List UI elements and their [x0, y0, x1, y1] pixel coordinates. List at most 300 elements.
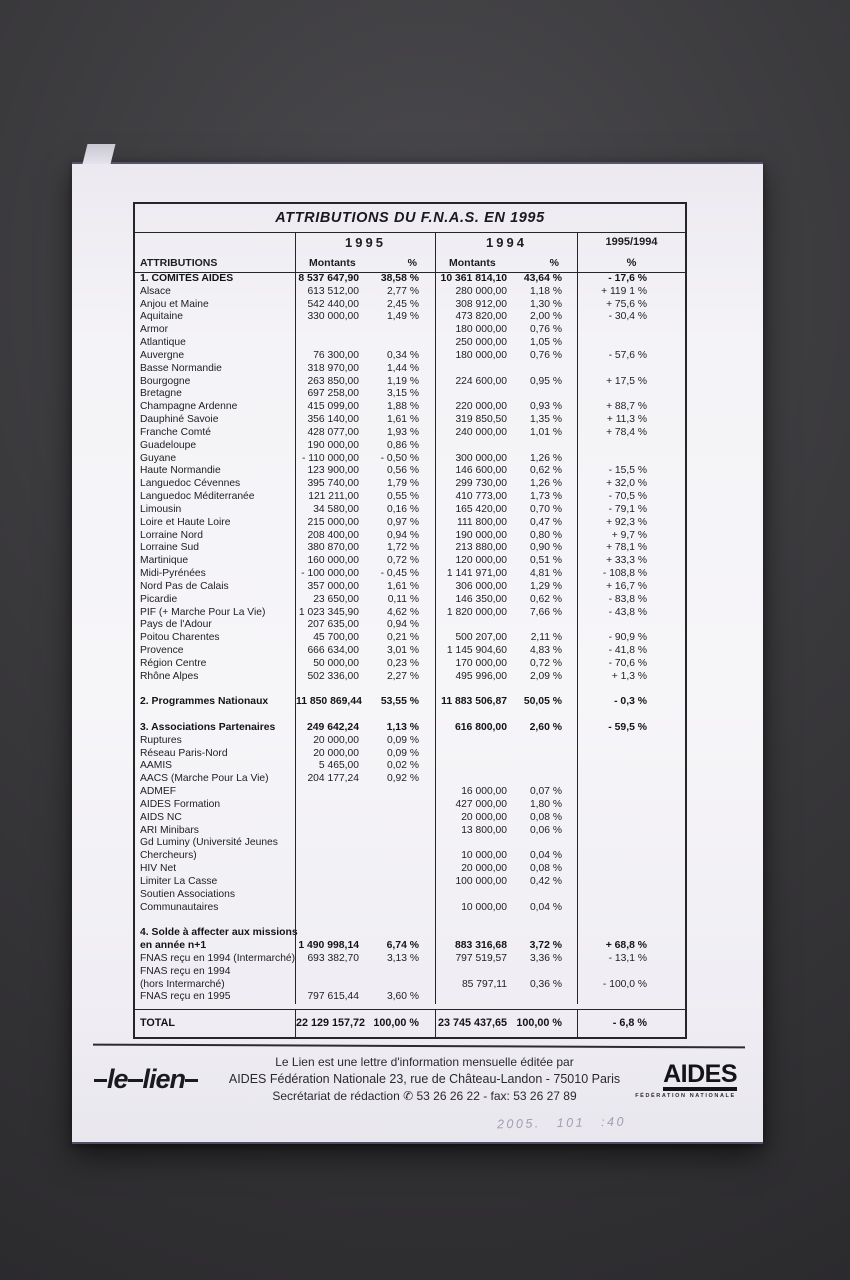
cell-m95: 357 000,00 — [295, 581, 373, 594]
cell-m95: 34 580,00 — [295, 504, 373, 517]
cell-label: Poitou Charentes — [140, 632, 220, 644]
cell-ratio: - 90,9 % — [577, 632, 685, 645]
cell-ratio: + 92,3 % — [577, 517, 685, 530]
cell-label: Languedoc Méditerranée — [140, 491, 255, 503]
cell-m94: 180 000,00 — [435, 324, 515, 337]
cell-m94 — [435, 837, 515, 850]
table-row — [135, 863, 685, 876]
cell-p95: 0,55 % — [386, 491, 419, 503]
cell-p94: 1,35 % — [529, 414, 562, 426]
cell-m94 — [435, 889, 515, 902]
cell-p95: 4,62 % — [386, 606, 419, 618]
column-group-ratio — [577, 233, 685, 272]
cell-p94: 0,90 % — [529, 542, 562, 554]
cell-m95: 204 177,24 — [295, 773, 373, 786]
cell-p94: 43,64 % — [523, 273, 562, 284]
cell-p94: 2,00 % — [529, 311, 562, 323]
cell-label: Languedoc Cévennes — [140, 478, 241, 490]
cell-p95: 1,93 % — [386, 426, 419, 438]
table-row — [135, 542, 685, 555]
table-spacer-row — [135, 684, 685, 697]
total-montant-1995: 22 129 157,72 — [295, 1010, 373, 1037]
cell-ratio: - 43,8 % — [577, 607, 685, 620]
cell-p95: 0,02 % — [386, 760, 419, 772]
cell-p95: 0,11 % — [387, 593, 419, 605]
cell-m95: 45 700,00 — [295, 632, 373, 645]
cell-label: Haute Normandie — [140, 465, 221, 477]
aides-logo-wordmark: AIDES — [663, 1062, 737, 1091]
cell-p95: 38,58 % — [380, 273, 419, 284]
cell-ratio — [577, 773, 685, 786]
cell-m94 — [435, 927, 515, 940]
cell-p95 — [373, 979, 435, 992]
cell-ratio: + 75,6 % — [577, 299, 685, 312]
cell-p94: 0,93 % — [529, 401, 562, 413]
cell-p95: 1,88 % — [386, 401, 419, 413]
cell-ratio — [577, 863, 685, 876]
cell-ratio — [577, 889, 685, 902]
cell-m94 — [435, 914, 515, 927]
cell-m95 — [295, 825, 373, 838]
cell-m95: 20 000,00 — [295, 735, 373, 748]
cell-m94: 427 000,00 — [435, 799, 515, 812]
cell-label: Rhône Alpes — [140, 670, 199, 682]
cell-ratio: - 0,3 % — [577, 696, 685, 709]
table-row — [135, 517, 685, 530]
cell-ratio: - 41,8 % — [577, 645, 685, 658]
cell-p94: 7,66 % — [529, 606, 562, 618]
cell-p94: 1,80 % — [529, 798, 562, 810]
cell-m94: 883 316,68 — [435, 940, 515, 953]
cell-p94 — [515, 927, 577, 940]
cell-m94: 1 145 904,60 — [435, 645, 515, 658]
table-row — [135, 530, 685, 543]
cell-label: Alsace — [140, 285, 171, 297]
cell-m94: 299 730,00 — [435, 478, 515, 491]
cell-label: Ruptures — [140, 734, 182, 746]
cell-p95: 3,13 % — [386, 952, 419, 964]
cell-p95: 1,61 % — [386, 414, 419, 426]
cell-label: PIF (+ Marche Pour La Vie) — [140, 606, 266, 618]
cell-label: Guadeloupe — [140, 439, 197, 451]
cell-p94: 3,36 % — [529, 952, 562, 964]
cell-ratio — [577, 735, 685, 748]
cell-m95: 215 000,00 — [295, 517, 373, 530]
cell-m95: 666 634,00 — [295, 645, 373, 658]
cell-p95: 3,01 % — [386, 645, 419, 657]
cell-m95: 8 537 647,90 — [295, 273, 373, 286]
cell-p94 — [515, 388, 577, 401]
cell-m95 — [295, 837, 373, 850]
cell-p94: 0,36 % — [529, 978, 562, 990]
cell-label: Aquitaine — [140, 311, 183, 323]
cell-ratio: + 78,1 % — [577, 542, 685, 555]
cell-p95: 3,15 % — [386, 388, 419, 400]
cell-ratio: - 108,8 % — [577, 568, 685, 581]
cell-ratio: - 83,8 % — [577, 594, 685, 607]
cell-p95: 0,86 % — [386, 439, 419, 451]
aides-logo — [625, 1052, 763, 1099]
cell-m95 — [295, 914, 373, 927]
cell-m95: 502 336,00 — [295, 671, 373, 684]
cell-m95 — [295, 799, 373, 812]
cell-p95 — [373, 966, 435, 979]
cell-p94: 0,07 % — [529, 786, 562, 798]
column-group-1995 — [295, 233, 435, 272]
table-row — [135, 953, 685, 966]
cell-p95: 1,79 % — [386, 478, 419, 490]
cell-m95: 318 970,00 — [295, 363, 373, 376]
cell-m94: 180 000,00 — [435, 350, 515, 363]
cell-m94 — [435, 388, 515, 401]
cell-label: 3. Associations Partenaires — [140, 721, 276, 733]
cell-ratio — [577, 991, 685, 1004]
cell-p95 — [373, 337, 435, 350]
table-row — [135, 799, 685, 812]
cell-label: Martinique — [140, 555, 189, 567]
cell-ratio: + 9,7 % — [577, 530, 685, 543]
cell-label: Loire et Haute Loire — [140, 516, 231, 528]
ratio-percent-header: % — [626, 257, 637, 269]
cell-label: Basse Normandie — [140, 362, 222, 374]
footer-divider-line — [93, 1044, 745, 1049]
imprint-text — [224, 1052, 625, 1105]
cell-p95: 0,23 % — [386, 657, 419, 669]
cell-p94 — [515, 735, 577, 748]
cell-p94: 0,62 % — [529, 465, 562, 477]
cell-p95 — [373, 850, 435, 863]
cell-p94: 0,51 % — [529, 555, 562, 567]
le-lien-logo — [72, 1052, 224, 1095]
cell-label: Gd Luminy (Université Jeunes — [140, 837, 278, 849]
cell-p95 — [373, 684, 435, 697]
cell-m95 — [295, 889, 373, 902]
table-row — [135, 825, 685, 838]
cell-label: Anjou et Maine — [140, 298, 209, 310]
cell-p94 — [515, 440, 577, 453]
cell-label: Limiter La Casse — [140, 875, 218, 887]
logo-dash-icon — [185, 1079, 198, 1083]
cell-p94: 4,81 % — [529, 568, 562, 580]
cell-ratio — [577, 748, 685, 761]
cell-label: FNAS reçu en 1994 (Intermarché) — [140, 952, 296, 964]
cell-p95 — [373, 889, 435, 902]
table-row — [135, 927, 685, 940]
table-row — [135, 773, 685, 786]
cell-p95: 2,27 % — [386, 670, 419, 682]
imprint-line-2: AIDES Fédération Nationale 23, rue de Château-Landon - 75010 Paris — [228, 1072, 621, 1086]
cell-p95 — [373, 709, 435, 722]
table-row — [135, 453, 685, 466]
table-row — [135, 889, 685, 902]
cell-p95: 0,09 % — [386, 734, 419, 746]
table-row — [135, 324, 685, 337]
cell-m94: 797 519,57 — [435, 953, 515, 966]
cell-m95: 23 650,00 — [295, 594, 373, 607]
table-row — [135, 607, 685, 620]
cell-p94: 2,11 % — [530, 632, 562, 644]
cell-ratio — [577, 825, 685, 838]
cell-label: Picardie — [140, 593, 178, 605]
cell-label: 1. COMITÉS AIDES — [140, 273, 234, 284]
cell-m94: 190 000,00 — [435, 530, 515, 543]
cell-m95: 395 740,00 — [295, 478, 373, 491]
cell-label: AACS (Marche Pour La Vie) — [140, 773, 269, 785]
cell-m94: 250 000,00 — [435, 337, 515, 350]
cell-m95 — [295, 812, 373, 825]
cell-m94: 16 000,00 — [435, 786, 515, 799]
cell-m94: 165 420,00 — [435, 504, 515, 517]
cell-m94: 319 850,50 — [435, 414, 515, 427]
cell-m95: 1 490 998,14 — [295, 940, 373, 953]
cell-m94: 146 600,00 — [435, 465, 515, 478]
cell-m94: 224 600,00 — [435, 376, 515, 389]
fnas-attributions-table — [133, 202, 687, 1039]
cell-p94: 1,05 % — [529, 337, 562, 349]
cell-ratio: + 16,7 % — [577, 581, 685, 594]
table-row — [135, 311, 685, 324]
cell-p94: 0,08 % — [529, 863, 562, 875]
aides-logo-subtitle: FÉDÉRATION NATIONALE — [635, 1093, 736, 1099]
cell-label — [135, 709, 295, 722]
table-row — [135, 760, 685, 773]
cell-m94: 111 800,00 — [435, 517, 515, 530]
cell-p95: 53,55 % — [380, 696, 419, 708]
table-row — [135, 645, 685, 658]
table-row — [135, 478, 685, 491]
cell-m95 — [295, 337, 373, 350]
cell-label: Franche Comté — [140, 426, 211, 438]
montants-1994-header: Montants — [449, 257, 496, 269]
cell-ratio: + 119 1 % — [577, 286, 685, 299]
cell-m95 — [295, 902, 373, 915]
cell-m94 — [435, 363, 515, 376]
cell-m94: 20 000,00 — [435, 863, 515, 876]
cell-p94: 2,60 % — [529, 721, 562, 733]
cell-m95 — [295, 709, 373, 722]
cell-ratio — [577, 440, 685, 453]
cell-p95 — [373, 812, 435, 825]
table-row — [135, 363, 685, 376]
cell-m94 — [435, 619, 515, 632]
table-row — [135, 376, 685, 389]
table-spacer-row — [135, 709, 685, 722]
cell-m94 — [435, 748, 515, 761]
cell-p95 — [373, 927, 435, 940]
cell-m94: 410 773,00 — [435, 491, 515, 504]
table-row — [135, 286, 685, 299]
cell-m95 — [295, 324, 373, 337]
cell-ratio — [577, 902, 685, 915]
total-percent-1995: 100,00 % — [373, 1017, 419, 1030]
cell-m94: 20 000,00 — [435, 812, 515, 825]
cell-p94: 3,72 % — [529, 940, 562, 952]
cell-m95: 415 099,00 — [295, 401, 373, 414]
cell-p94: 0,80 % — [529, 529, 562, 541]
cell-p94: 1,01 % — [529, 426, 562, 438]
cell-label: Limousin — [140, 503, 182, 515]
percent-1994-header: % — [549, 257, 559, 269]
cell-label: AIDS NC — [140, 811, 182, 823]
cell-p95: 0,72 % — [386, 555, 419, 567]
table-row — [135, 337, 685, 350]
year-1994-header: 1994 — [486, 235, 527, 250]
cell-p94: 4,83 % — [529, 645, 562, 657]
table-header — [135, 233, 685, 273]
cell-m94 — [435, 684, 515, 697]
cell-ratio — [577, 337, 685, 350]
cell-ratio: + 33,3 % — [577, 555, 685, 568]
cell-p94: 0,72 % — [529, 657, 562, 669]
cell-p94: 0,62 % — [529, 593, 562, 605]
cell-p95: 0,21 % — [386, 632, 419, 644]
cell-m95 — [295, 927, 373, 940]
cell-m95: 263 850,00 — [295, 376, 373, 389]
cell-p94: 0,76 % — [529, 324, 562, 336]
cell-p94: 1,26 % — [529, 478, 562, 490]
table-row — [135, 273, 685, 286]
cell-ratio: - 59,5 % — [577, 722, 685, 735]
cell-m94 — [435, 735, 515, 748]
cell-p94: 1,18 % — [529, 285, 562, 297]
cell-label: 4. Solde à affecter aux missions — [140, 927, 298, 939]
cell-p94: 0,08 % — [529, 811, 562, 823]
cell-p94: 0,95 % — [529, 375, 562, 387]
cell-p95: 0,16 % — [386, 503, 419, 515]
cell-m95: - 110 000,00 — [295, 453, 373, 466]
year-1995-header: 1995 — [345, 235, 386, 250]
cell-m94 — [435, 760, 515, 773]
handwritten-annotation: 2005. 101 :40 — [496, 1114, 627, 1132]
cell-p95: 0,09 % — [386, 747, 419, 759]
cell-m95: - 100 000,00 — [295, 568, 373, 581]
cell-p95 — [373, 863, 435, 876]
cell-label: Pays de l'Adour — [140, 619, 212, 631]
cell-p95: 0,92 % — [386, 773, 419, 785]
cell-m95: 330 000,00 — [295, 311, 373, 324]
cell-p94 — [515, 709, 577, 722]
cell-p95: - 0,45 % — [380, 568, 419, 580]
table-row — [135, 388, 685, 401]
table-body — [135, 273, 685, 1009]
cell-ratio — [577, 453, 685, 466]
cell-ratio — [577, 786, 685, 799]
paper-fold — [83, 144, 116, 164]
imprint-line-1: Le Lien est une lettre d'information mensuelle éditée par — [275, 1055, 574, 1069]
cell-m94: 308 912,00 — [435, 299, 515, 312]
cell-ratio — [577, 914, 685, 927]
cell-m94: 10 361 814,10 — [435, 273, 515, 286]
table-row — [135, 671, 685, 684]
cell-p95: 0,34 % — [386, 349, 419, 361]
cell-p95 — [373, 786, 435, 799]
cell-p94: 0,04 % — [529, 850, 562, 862]
table-row — [135, 812, 685, 825]
cell-m94: 280 000,00 — [435, 286, 515, 299]
cell-m95: 11 850 869,44 — [295, 696, 373, 709]
table-row — [135, 632, 685, 645]
cell-p95 — [373, 876, 435, 889]
table-row — [135, 491, 685, 504]
cell-p94 — [515, 760, 577, 773]
cell-ratio: + 78,4 % — [577, 427, 685, 440]
cell-m94: 213 880,00 — [435, 542, 515, 555]
cell-m94 — [435, 709, 515, 722]
cell-label: en année n+1 — [140, 940, 207, 952]
table-row — [135, 414, 685, 427]
total-label: TOTAL — [140, 1017, 175, 1030]
cell-label: Chercheurs) — [140, 850, 197, 862]
total-ratio: - 6,8 % — [577, 1010, 685, 1037]
cell-label: Atlantique — [140, 337, 186, 349]
cell-label: ARI Minibars — [140, 824, 199, 836]
cell-m95 — [295, 979, 373, 992]
cell-ratio: + 17,5 % — [577, 376, 685, 389]
column-group-1994 — [435, 233, 577, 272]
cell-ratio — [577, 966, 685, 979]
cell-p95: 0,56 % — [386, 465, 419, 477]
cell-m94: 1 820 000,00 — [435, 607, 515, 620]
cell-p95: 0,94 % — [386, 529, 419, 541]
cell-m95 — [295, 863, 373, 876]
table-row — [135, 401, 685, 414]
percent-1995-header: % — [407, 257, 417, 269]
table-row — [135, 696, 685, 709]
cell-p94: 0,47 % — [529, 516, 562, 528]
cell-label: ADMEF — [140, 786, 177, 798]
cell-p95: 2,45 % — [386, 298, 419, 310]
cell-p94 — [515, 748, 577, 761]
cell-p94 — [515, 684, 577, 697]
cell-m94: 306 000,00 — [435, 581, 515, 594]
cell-label: Communautaires — [140, 901, 219, 913]
cell-m94: 10 000,00 — [435, 902, 515, 915]
cell-m94: 495 996,00 — [435, 671, 515, 684]
le-lien-logo-text-le: le — [107, 1064, 128, 1094]
cell-p94: 2,09 % — [529, 670, 562, 682]
cell-ratio: + 11,3 % — [577, 414, 685, 427]
table-spacer-row — [135, 914, 685, 927]
cell-m95 — [295, 786, 373, 799]
cell-m94: 300 000,00 — [435, 453, 515, 466]
cell-label — [135, 684, 295, 697]
table-row — [135, 876, 685, 889]
cell-label: AIDES Formation — [140, 798, 221, 810]
table-row — [135, 568, 685, 581]
table-row — [135, 619, 685, 632]
imprint-line-3: Secrétariat de rédaction ✆ 53 26 26 22 - fax: 53 26 27 89 — [272, 1089, 577, 1103]
cell-label: Bretagne — [140, 388, 182, 400]
cell-p94: 0,70 % — [529, 503, 562, 515]
cell-label: Armor — [140, 324, 169, 336]
cell-p95: 1,13 % — [386, 721, 419, 733]
ratio-header: 1995/1994 — [605, 236, 658, 248]
table-row — [135, 786, 685, 799]
cell-label: (hors Intermarché) — [140, 978, 225, 990]
cell-p95 — [373, 837, 435, 850]
cell-p94: 0,04 % — [529, 901, 562, 913]
le-lien-logo-text-lien: lien — [142, 1064, 186, 1094]
cell-ratio — [577, 388, 685, 401]
cell-ratio — [577, 876, 685, 889]
cell-m94: 500 207,00 — [435, 632, 515, 645]
cell-m95 — [295, 876, 373, 889]
cell-ratio: + 88,7 % — [577, 401, 685, 414]
cell-ratio: - 13,1 % — [577, 953, 685, 966]
cell-m95: 356 140,00 — [295, 414, 373, 427]
cell-p94 — [515, 966, 577, 979]
table-row — [135, 991, 685, 1004]
